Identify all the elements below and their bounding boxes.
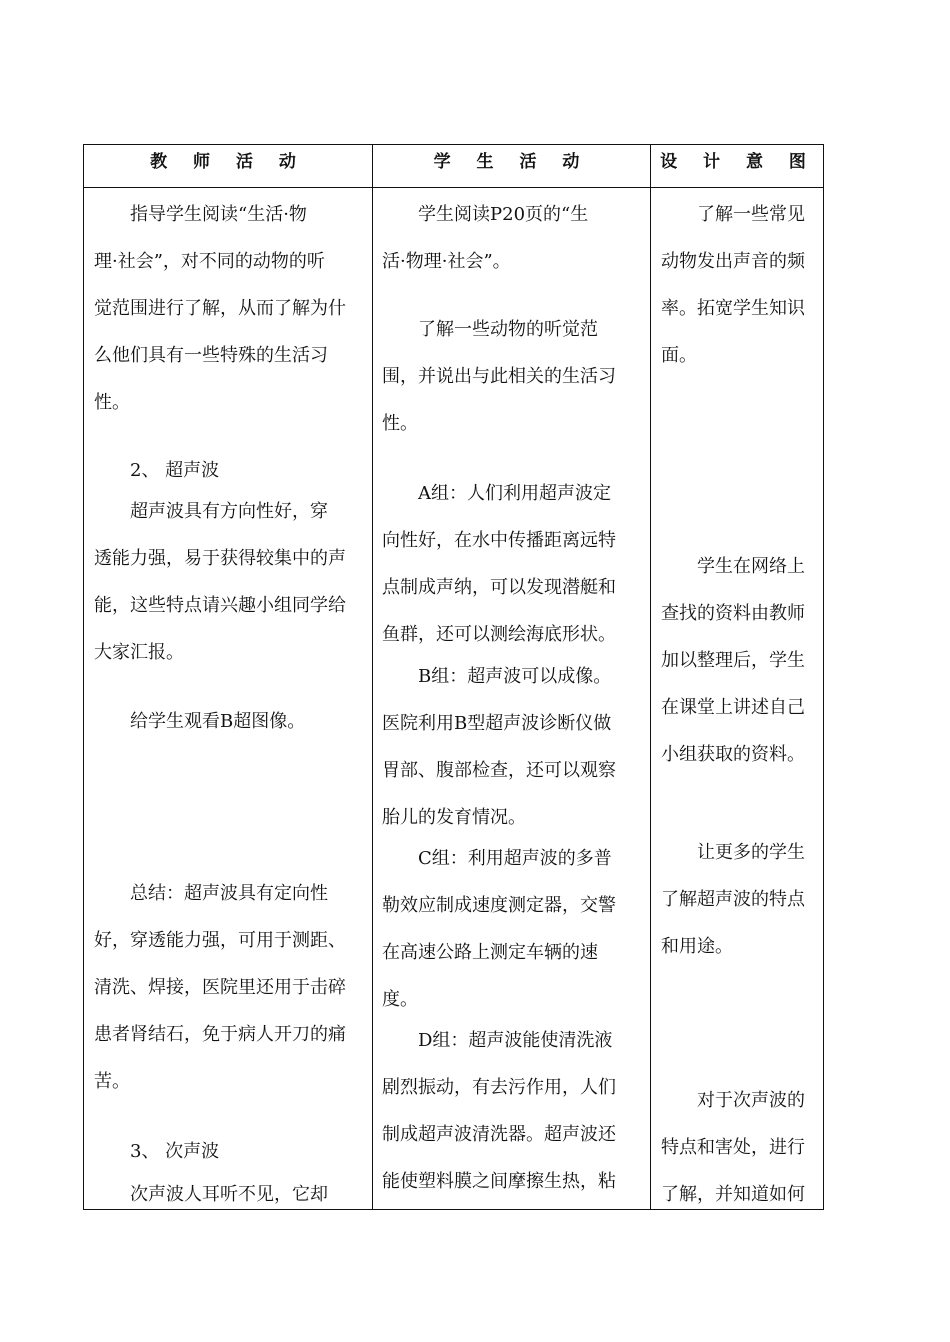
design-line: 了解一些常见	[661, 204, 805, 225]
teacher-line: 次声波人耳听不见，它却	[94, 1184, 328, 1205]
teacher-line: 苦。	[94, 1071, 130, 1092]
table-header-row	[84, 145, 823, 188]
teacher-line: 3、 次声波	[94, 1141, 220, 1162]
design-line: 和用途。	[661, 936, 733, 957]
student-line: 度。	[382, 989, 418, 1010]
teacher-line: 性。	[94, 392, 130, 413]
teacher-line: 大家汇报。	[94, 642, 184, 663]
student-line: 能使塑料膜之间摩擦生热，粘	[382, 1171, 616, 1192]
design-line: 特点和害处，进行	[661, 1137, 805, 1158]
design-line: 在课堂上讲述自己	[661, 697, 805, 718]
design-line: 加以整理后，学生	[661, 650, 805, 671]
student-line: 剧烈振动，有去污作用，人们	[382, 1077, 616, 1098]
student-line: 活·物理·社会”。	[382, 251, 511, 272]
student-line: 胎儿的发育情况。	[382, 807, 526, 828]
teacher-line: 透能力强，易于获得较集中的声	[94, 548, 346, 569]
student-line: 性。	[382, 413, 418, 434]
student-line: B组：超声波可以成像。	[382, 666, 612, 687]
student-line: D组：超声波能使清洗液	[382, 1030, 613, 1051]
teacher-line: 总结：超声波具有定向性	[94, 883, 328, 904]
teacher-line: 理·社会”，对不同的动物的听	[94, 251, 325, 272]
teacher-line: 给学生观看B超图像。	[94, 711, 306, 732]
lesson-table	[83, 144, 824, 1210]
student-line: 勒效应制成速度测定器，交警	[382, 895, 616, 916]
teacher-line: 好，穿透能力强，可用于测距、	[94, 930, 346, 951]
student-line: 鱼群，还可以测绘海底形状。	[382, 624, 616, 645]
teacher-line: 超声波具有方向性好，穿	[94, 501, 328, 522]
student-line: 了解一些动物的听觉范	[382, 319, 598, 340]
design-line: 了解，并知道如何	[661, 1184, 805, 1205]
student-line: 向性好，在水中传播距离远特	[382, 530, 616, 551]
student-activity-cell	[372, 188, 650, 1209]
design-line: 小组获取的资料。	[661, 744, 805, 765]
teacher-line: 么他们具有一些特殊的生活习	[94, 345, 328, 366]
student-line: 围，并说出与此相关的生活习	[382, 366, 616, 387]
design-line: 查找的资料由教师	[661, 603, 805, 624]
design-line: 率。拓宽学生知识	[661, 298, 805, 319]
design-line: 学生在网络上	[661, 556, 805, 577]
header-design-intent: 设 计 意 图	[660, 152, 816, 172]
header-student-activity: 学 生 活 动	[433, 152, 590, 172]
student-line: 点制成声纳，可以发现潜艇和	[382, 577, 616, 598]
student-line: C组：利用超声波的多普	[382, 848, 612, 869]
teacher-line: 清洗、焊接，医院里还用于击碎	[94, 977, 346, 998]
design-line: 动物发出声音的频	[661, 251, 805, 272]
header-teacher-activity: 教 师 活 动	[150, 152, 306, 172]
teacher-line: 指导学生阅读“生活·物	[94, 204, 307, 225]
student-line: 胃部、腹部检查，还可以观察	[382, 760, 616, 781]
student-line: 制成超声波清洗器。超声波还	[382, 1124, 616, 1145]
teacher-activity-cell	[84, 188, 372, 1209]
design-line: 对于次声波的	[661, 1090, 805, 1111]
design-line: 让更多的学生	[661, 842, 805, 863]
teacher-line: 觉范围进行了解，从而了解为什	[94, 298, 346, 319]
teacher-line: 能，这些特点请兴趣小组同学给	[94, 595, 346, 616]
design-line: 面。	[661, 345, 697, 366]
teacher-line: 2、 超声波	[94, 460, 220, 481]
student-line: 医院利用B型超声波诊断仪做	[382, 713, 612, 734]
student-line: A组：人们利用超声波定	[382, 483, 611, 504]
student-line: 学生阅读P20页的“生	[382, 204, 589, 225]
design-intent-cell	[651, 188, 825, 1209]
teacher-line: 患者肾结石，免于病人开刀的痛	[94, 1024, 346, 1045]
design-line: 了解超声波的特点	[661, 889, 805, 910]
student-line: 在高速公路上测定车辆的速	[382, 942, 598, 963]
